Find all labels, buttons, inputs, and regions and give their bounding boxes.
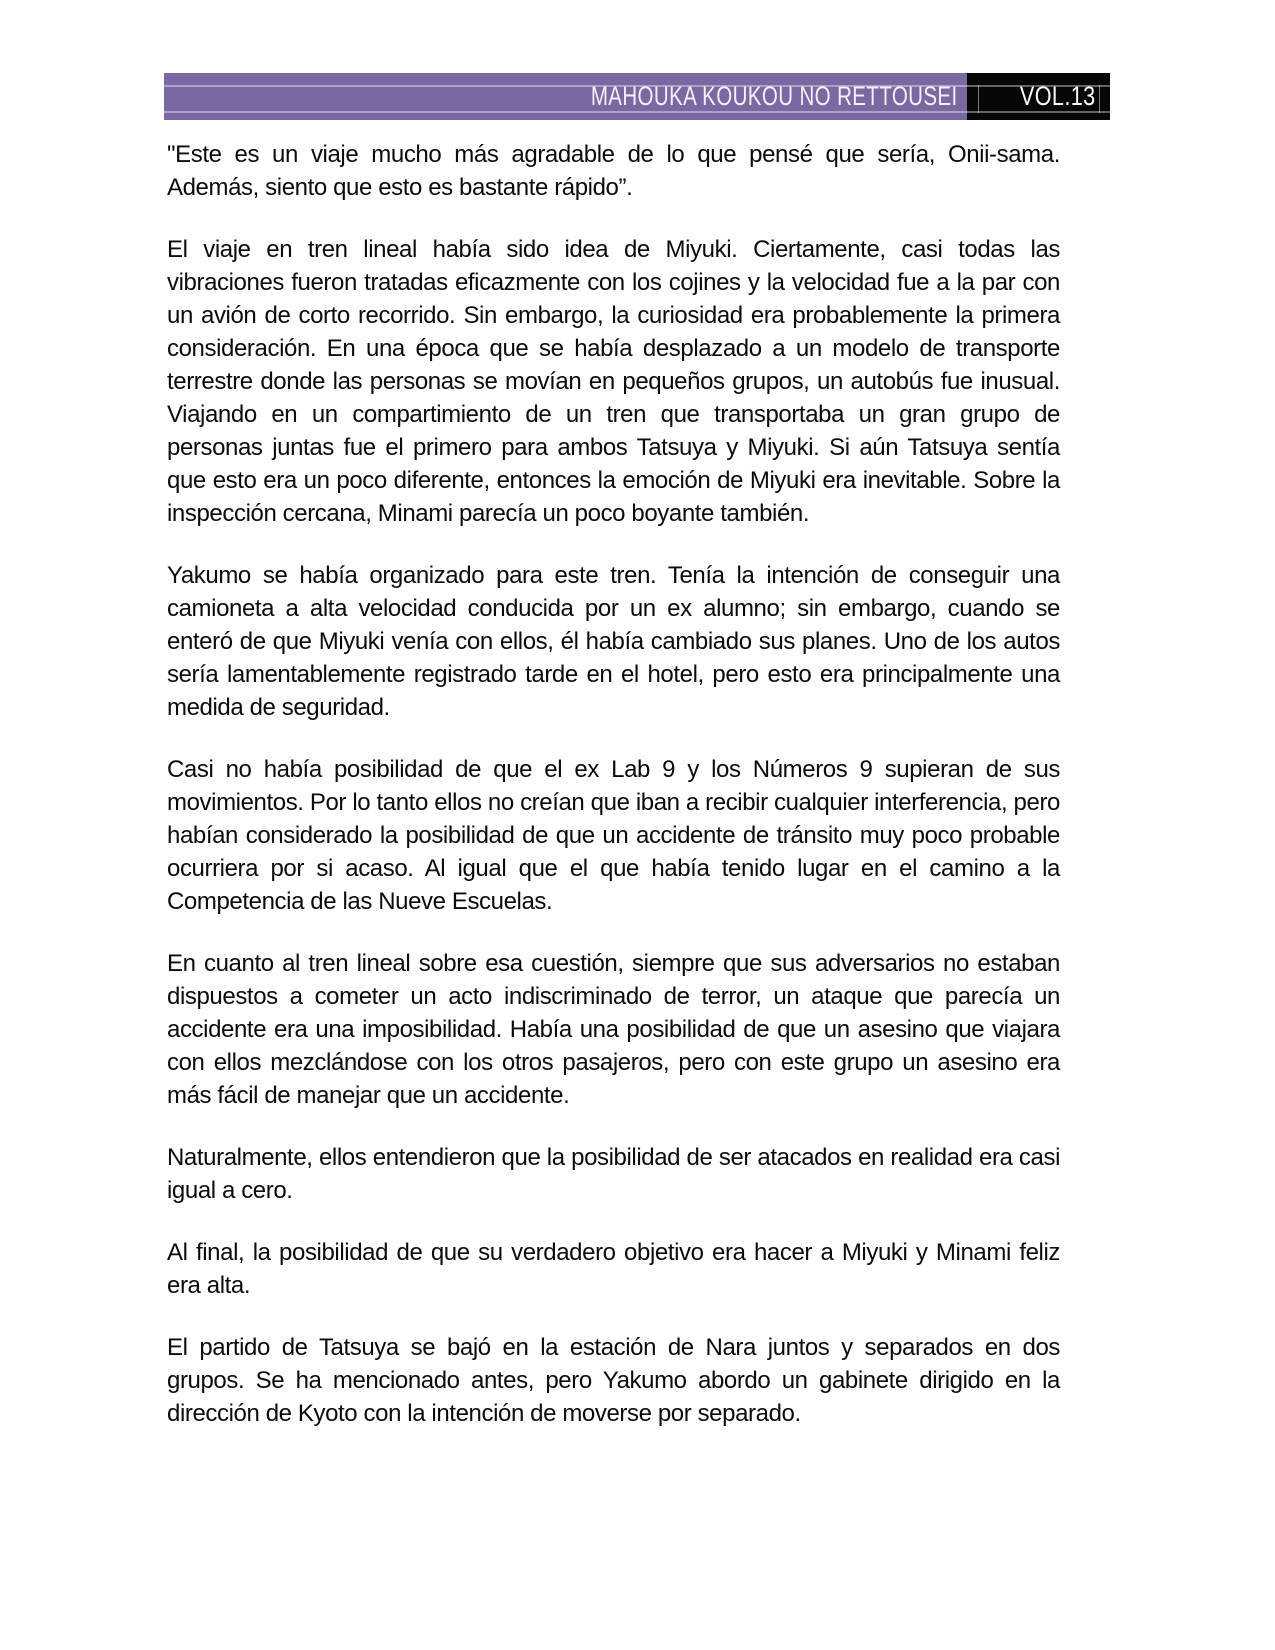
header-banner-volume-box [967, 73, 1110, 120]
paragraph: En cuanto al tren lineal sobre esa cuestión, siempre que sus adversarios no estaban dispuestos a cometer un acto indiscriminado de terror, un ataque que parecía un accidente era una imposibilidad. Había una posibilidad de que un asesino que viajara con ellos mezclándose con los otros pasajeros, pero con este grupo un asesino era más fácil de manejar que un accidente. [167, 950, 1060, 1109]
paragraph: El partido de Tatsuya se bajó en la estación de Nara juntos y separados en dos grupos. Se ha mencionado antes, pero Yakumo abordo un gabinete dirigido en la dirección de Kyoto con la intención de moverse por separado. [167, 1334, 1060, 1427]
paragraph: El viaje en tren lineal había sido idea de Miyuki. Ciertamente, casi todas las vibraciones fueron tratadas eficazmente con los cojines y la velocidad fue a la par con un avión de corto recorrido. Sin embargo, la curiosidad era probablemente la primera consideración. En una época que se había desplazado a un modelo de transporte terrestre donde las personas se movían en pequeños grupos, un autobús fue inusual. Viajando en un compartimiento de un tren que transportaba un gran grupo de personas juntas fue el primero para ambos Tatsuya y Miyuki. Si aún Tatsuya sentía que esto era un poco diferente, entonces la emoción de Miyuki era inevitable. Sobre la inspección cercana, Minami parecía un poco boyante también. [167, 236, 1060, 527]
paragraph: Al final, la posibilidad de que su verdadero objetivo era hacer a Miyuki y Minami feliz era alta. [167, 1239, 1060, 1299]
paragraph: Casi no había posibilidad de que el ex Lab 9 y los Números 9 supieran de sus movimientos. Por lo tanto ellos no creían que iban a recibir cualquier interferencia, pero habían considerado la posibilidad de que un accidente de tránsito muy poco probable ocurriera por si acaso. Al igual que el que había tenido lugar en el camino a la Competencia de las Nueve Escuelas. [167, 756, 1060, 915]
header-banner-purple [164, 73, 967, 120]
volume-badge: VOL.13 [1020, 81, 1096, 111]
header-banner [164, 73, 1110, 120]
document-body [167, 138, 1060, 1459]
page-title: MAHOUKA KOUKOU NO RETTOUSEI [591, 81, 958, 111]
paragraph: Naturalmente, ellos entendieron que la posibilidad de ser atacados en realidad era casi igual a cero. [167, 1144, 1060, 1204]
paragraph: Yakumo se había organizado para este tren. Tenía la intención de conseguir una camioneta a alta velocidad conducida por un ex alumno; sin embargo, cuando se enteró de que Miyuki venía con ellos, él había cambiado sus planes. Uno de los autos sería lamentablemente registrado tarde en el hotel, pero esto era principalmente una medida de seguridad. [167, 562, 1060, 721]
paragraph: "Este es un viaje mucho más agradable de lo que pensé que sería, Onii-sama. Además, siento que esto es bastante rápido”. [167, 141, 1060, 201]
